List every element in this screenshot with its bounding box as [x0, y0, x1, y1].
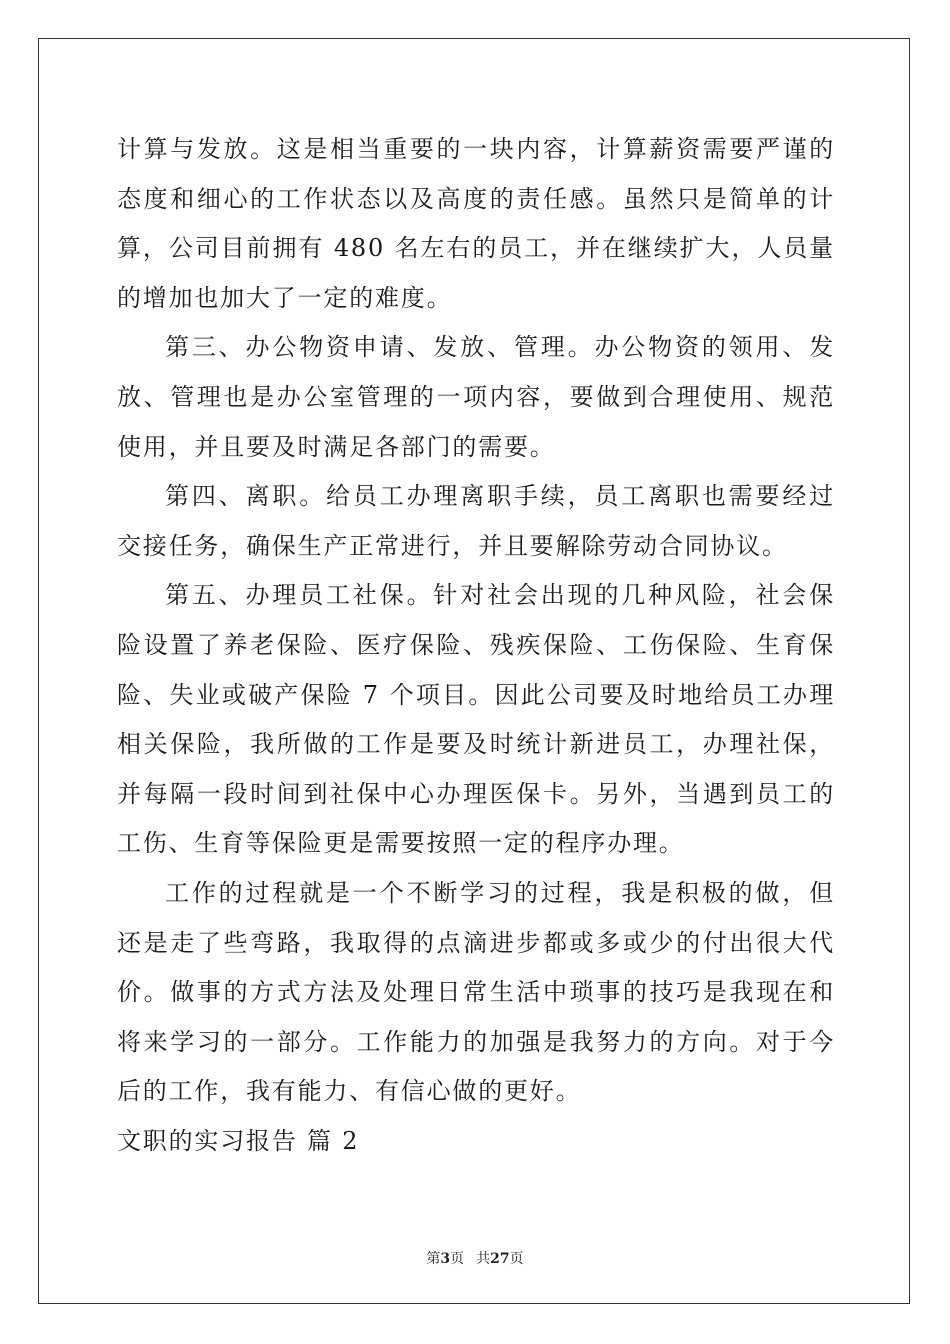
page-suffix: 页 — [450, 1251, 465, 1267]
paragraph-4: 第五、办理员工社保。针对社会出现的几种风险，社会保险设置了养老保险、医疗保险、残疾保险、工伤保险、生育保险、失业或破产保险 7 个项目。因此公司要及时地给员工办理相关保险，我所做的工作是要及时统计新进员工，办理社保，并每隔一段时间到社保中心办理医保卡。另外，当遇到员工的工伤、生育等保险更是需要按照一定的程序办理。 — [117, 581, 835, 858]
document-body — [117, 125, 835, 1166]
page-number: 3 — [440, 1251, 451, 1267]
page-prefix: 第 — [426, 1251, 441, 1267]
section-heading: 文职的实习报告 篇 2 — [117, 1126, 360, 1155]
paragraph-5: 工作的过程就是一个不断学习的过程，我是积极的做，但还是走了些弯路，我取得的点滴进步都或多或少的付出很大代价。做事的方式方法及处理日常生活中琐事的技巧是我现在和将来学习的一部分。工作能力的加强是我努力的方向。对于今后的工作，我有能力、有信心做的更好。 — [117, 878, 835, 1106]
total-prefix: 共 — [476, 1251, 491, 1267]
paragraph-3: 第四、离职。给员工办理离职手续，员工离职也需要经过交接任务，确保生产正常进行，并且要解除劳动合同协议。 — [117, 482, 835, 560]
paragraph-1: 计算与发放。这是相当重要的一块内容，计算薪资需要严谨的态度和细心的工作状态以及高度的责任感。虽然只是简单的计算，公司目前拥有 480 名左右的员工，并在继续扩大，人员量的增加也加大了一定的难度。 — [117, 135, 835, 312]
page-footer — [0, 1248, 950, 1268]
paragraph-2: 第三、办公物资申请、发放、管理。办公物资的领用、发放、管理也是办公室管理的一项内容，要做到合理使用、规范使用，并且要及时满足各部门的需要。 — [117, 333, 835, 461]
total-pages: 27 — [490, 1251, 510, 1267]
total-suffix: 页 — [509, 1251, 524, 1267]
